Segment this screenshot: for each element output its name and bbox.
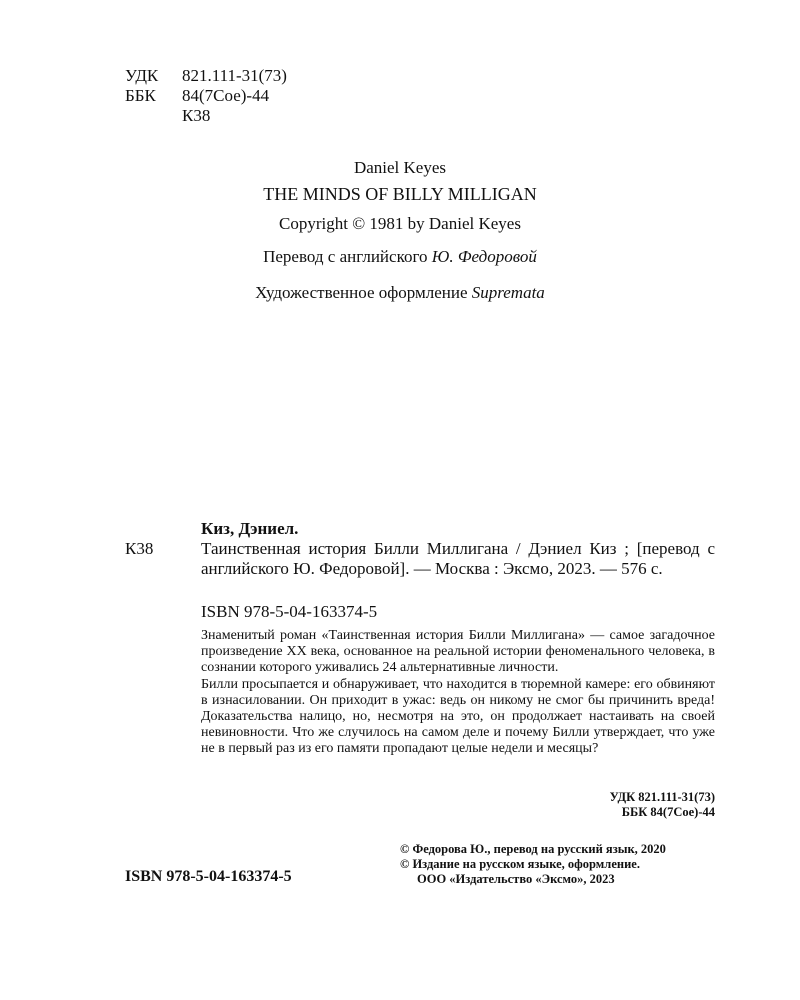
- design-credit: [0, 283, 800, 303]
- udk-value: 821.111-31(73): [182, 66, 287, 85]
- design-prefix: Художественное оформление: [255, 283, 468, 302]
- udk-row: [125, 66, 287, 86]
- author-sign: К38: [182, 106, 211, 125]
- translation-credit: [0, 247, 800, 267]
- isbn-bottom: ISBN 978-5-04-163374-5: [125, 868, 292, 885]
- translator-name: Ю. Федоровой: [431, 247, 537, 266]
- classification-codes: [125, 66, 287, 126]
- footer-codes: [560, 790, 715, 820]
- original-author: Daniel Keyes: [353, 158, 447, 177]
- udk-label: УДК: [125, 66, 159, 85]
- copyright-line-1: © Федорова Ю., перевод на русский язык, 2020: [400, 842, 666, 856]
- copyright-line-3: ООО «Издательство «Эксмо», 2023: [417, 872, 615, 886]
- bbk-value: 84(7Сое)-44: [182, 86, 270, 105]
- footer-udk: УДК 821.111-31(73): [609, 790, 715, 804]
- translation-prefix: Перевод с английского: [263, 247, 428, 266]
- bibliographic-author: Киз, Дэниел.: [201, 519, 299, 538]
- bbk-label: ББК: [125, 86, 156, 105]
- isbn-main: ISBN 978-5-04-163374-5: [201, 602, 378, 621]
- bbk-row: [125, 86, 287, 106]
- original-title: THE MINDS OF BILLY MILLIGAN: [263, 184, 537, 204]
- annotation: [201, 628, 715, 758]
- copyright-line-2: © Издание на русском языке, оформление.: [400, 857, 640, 871]
- original-copyright: Copyright © 1981 by Daniel Keyes: [279, 214, 521, 233]
- footer-bbk: ББК 84(7Сое)-44: [621, 805, 715, 819]
- copyright-notices: [400, 842, 666, 887]
- annotation-paragraph-1: Знаменитый роман «Таинственная история Билли Миллигана» — самое загадочное произведение XX века, основанное на реальной истории феноменального человека, в сознании которого уживались 24 альтернативные личности.: [201, 628, 715, 676]
- bibliographic-sign: К38: [125, 539, 154, 558]
- designer-name: Suprematа: [471, 283, 545, 302]
- annotation-paragraph-2: Билли просыпается и обнаруживает, что находится в тюремной камере: его обвиняют в изнасиловании. Он приходит в ужас: ведь он никому не смог бы причинить вреда! Доказательства налицо, но, несмотря на это, он продолжает настаивать на своей невиновности. Что же случилось на самом деле и почему Билли утверждает, что уже не в первый раз из его памяти пропадают целые недели и месяцы?: [201, 676, 715, 757]
- bibliographic-record: [125, 519, 715, 579]
- bibliographic-description: Таинственная история Билли Миллигана / Дэниел Киз ; [перевод с английского Ю. Федоровой]. — Москва : Эксмо, 2023. — 576 с.: [201, 539, 715, 578]
